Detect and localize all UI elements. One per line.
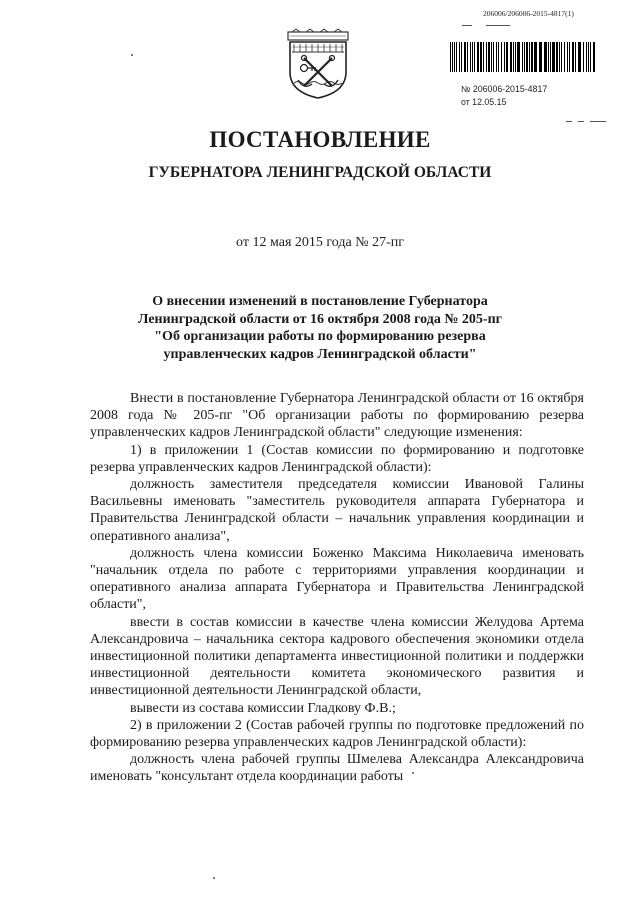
document-issuer: ГУБЕРНАТОРА ЛЕНИНГРАДСКОЙ ОБЛАСТИ: [148, 164, 492, 181]
body-paragraph: вывести из состава комиссии Гладкову Ф.В.;: [130, 700, 396, 716]
margin-mark: [590, 121, 606, 122]
heading-line: управленческих кадров Ленинградской области": [163, 346, 477, 362]
coat-of-arms-icon: [282, 28, 354, 100]
body-paragraph: Внести в постановление Губернатора Ленинградской области от 16 октября 2008 года № 205-пг "Об организации работы по формированию резерва управленческих кадров Ленинградской области" следующие изменения:: [90, 391, 584, 441]
registration-date: от 12.05.15: [461, 97, 507, 107]
corner-mark: [486, 25, 510, 26]
document-title: ПОСТАНОВЛЕНИЕ: [209, 127, 431, 152]
document-body: [90, 390, 584, 786]
body-paragraph: должность члена рабочей группы Шмелева Александра Александровича именовать "консультант отдела координации работы: [90, 752, 584, 785]
scan-speck: [213, 877, 215, 879]
body-paragraph: 1) в приложении 1 (Состав комиссии по формированию и подготовке резерва управленческих кадров Ленинградской области):: [90, 442, 584, 475]
body-paragraph: ввести в состав комиссии в качестве члена комиссии Желудова Артема Александровича – начальника сектора кадрового обеспечения экономики отдела инвестиционной политики департамента инвестиционной политики и поддержки инвестиционной деятельности комитета экономического развития и инвестиционной деятельности Ленинградской области,: [90, 614, 584, 699]
heading-line: Ленинградской области от 16 октября 2008 года № 205-пг: [137, 311, 503, 327]
registration-number: № 206006-2015-4817: [461, 84, 548, 94]
body-paragraph: 2) в приложении 2 (Состав рабочей группы по подготовке предложений по формированию резерва управленческих кадров Ленинградской области):: [90, 717, 584, 751]
heading-line: "Об организации работы по формированию резерва: [154, 329, 486, 344]
document-id: 206006/206006-2015-4817(1): [483, 9, 574, 18]
barcode-icon: [450, 42, 598, 72]
body-paragraph: должность члена комиссии Боженко Максима Николаевича именовать "начальник отдела по работе с территориями управления координации и оперативного анализа аппарата Губернатора и Правительства Ленинградской области",: [90, 545, 584, 613]
corner-mark: [462, 25, 472, 26]
document-heading: [0, 293, 640, 363]
scan-speck: [412, 772, 414, 774]
heading-line: О внесении изменений в постановление Губернатора: [152, 294, 488, 309]
scan-speck: [131, 54, 133, 56]
margin-mark: [566, 121, 572, 122]
document-date-number: от 12 мая 2015 года № 27-пг: [236, 235, 404, 250]
body-paragraph: должность заместителя председателя комиссии Ивановой Галины Васильевны именовать "заместитель руководителя аппарата Губернатора и Правительства Ленинградской области – начальник управления координации и оперативного анализа",: [90, 477, 584, 544]
margin-mark: [578, 121, 584, 122]
